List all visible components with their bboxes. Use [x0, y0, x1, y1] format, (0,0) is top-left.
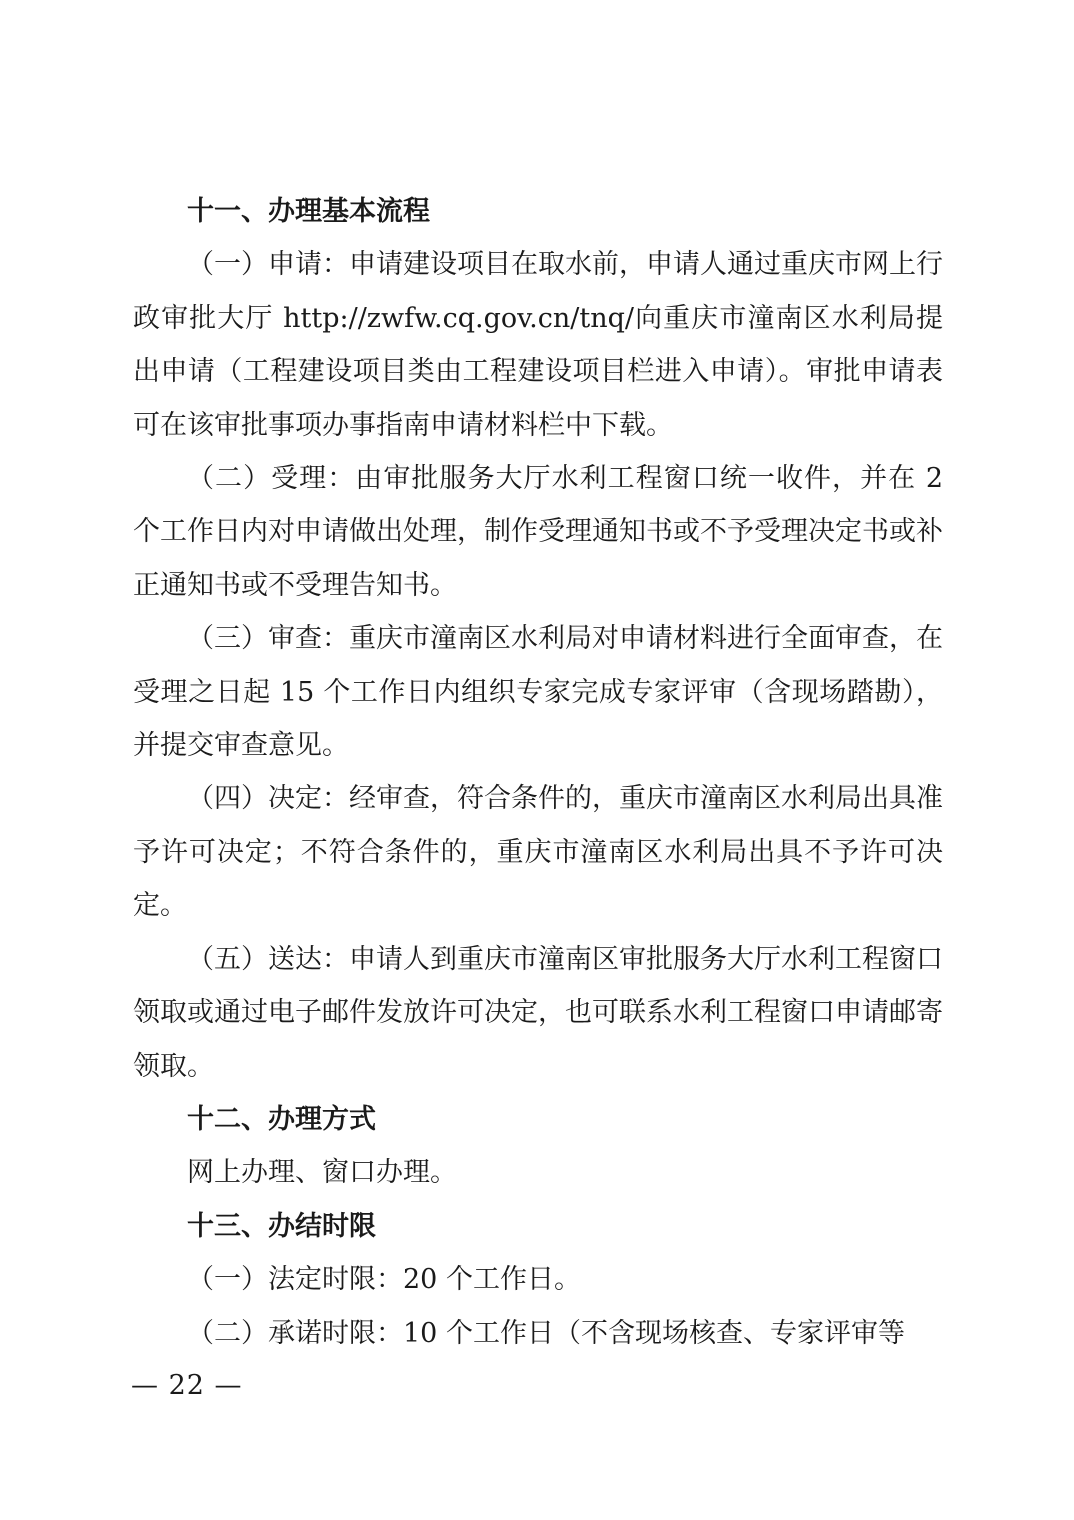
section-heading-time-limit: 十三、办结时限: [187, 1210, 376, 1242]
paragraph-method: 网上办理、窗口办理。: [187, 1157, 457, 1189]
document-body: [133, 185, 943, 1360]
section-heading-procedure: 十一、办理基本流程: [187, 196, 430, 227]
paragraph-acceptance: （二）受理：由审批服务大厅水利工程窗口统一收件，并在 2 个工作日内对申请做出处理，制作受理通知书或不予受理决定书或补正通知书或不受理告知书。: [133, 463, 943, 601]
paragraph-decision: （四）决定：经审查，符合条件的，重庆市潼南区水利局出具准予许可决定；不符合条件的，重庆市潼南区水利局出具不予许可决定。: [133, 783, 943, 922]
paragraph-legal-time-limit: （一）法定时限：20 个工作日。: [187, 1264, 581, 1296]
page-number: — 22 —: [131, 1370, 243, 1401]
paragraph-delivery: （五）送达：申请人到重庆市潼南区审批服务大厅水利工程窗口领取或通过电子邮件发放许可决定，也可联系水利工程窗口申请邮寄领取。: [133, 943, 943, 1082]
paragraph-review: （三）审查：重庆市潼南区水利局对申请材料进行全面审查，在受理之日起 15 个工作日内组织专家完成专家评审（含现场踏勘），并提交审查意见。: [133, 623, 943, 762]
paragraph-application: （一）申请：申请建设项目在取水前，申请人通过重庆市网上行政审批大厅 http://zwfw.cq.gov.cn/tnq/向重庆市潼南区水利局提出申请（工程建设项目类由工程建设项目栏进入申请）。审批申请表可在该审批事项办事指南申请材料栏中下载。: [133, 249, 943, 441]
section-heading-method: 十二、办理方式: [187, 1103, 376, 1135]
paragraph-promised-time-limit: （二）承诺时限：10 个工作日（不含现场核查、专家评审等: [187, 1317, 905, 1349]
